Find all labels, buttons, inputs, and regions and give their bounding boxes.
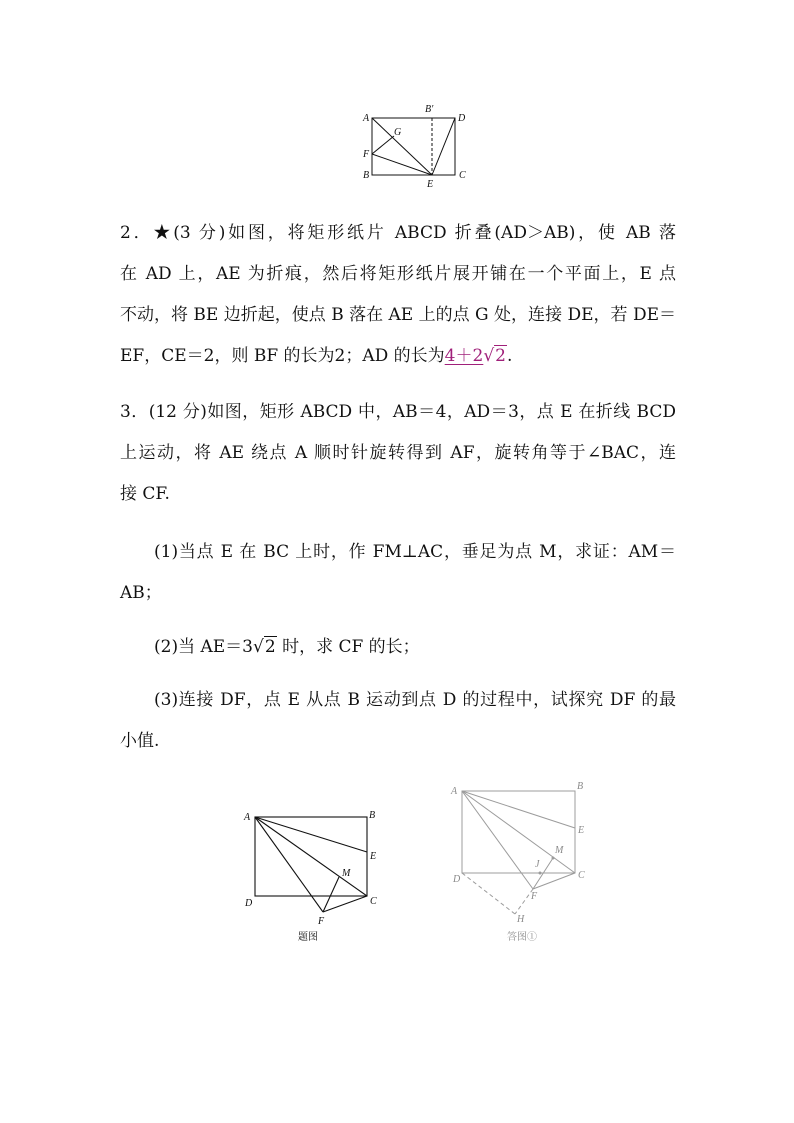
label-g: G bbox=[394, 127, 402, 138]
q3-p1-line-2: AB； bbox=[120, 583, 162, 603]
rect-abcd bbox=[372, 118, 455, 175]
q3-line-3: 接 CF. bbox=[120, 484, 170, 504]
line-ae bbox=[255, 817, 367, 852]
figure-answer bbox=[446, 776, 596, 946]
q3-p2-post: 时，求 CF 的长； bbox=[276, 637, 420, 657]
sqrt-sign: √2 bbox=[483, 346, 506, 366]
label-h: H bbox=[517, 914, 525, 925]
label-f: F bbox=[363, 149, 370, 160]
label-d: D bbox=[453, 874, 461, 885]
q2-line-2: 在 AD 上，AE 为折痕，然后将矩形纸片展开铺在一个平面上，E 点 bbox=[120, 264, 676, 284]
figure-question bbox=[238, 800, 388, 950]
q2-line-3: 不动，将 BE 边折起，使点 B 落在 AE 上的点 G 处，连接 DE，若 DE＝ bbox=[120, 305, 676, 325]
sqrt-sign: √2 bbox=[253, 637, 276, 657]
q3-p3-line-2: 小值. bbox=[120, 731, 160, 751]
line-ac bbox=[255, 817, 367, 896]
label-a: A bbox=[244, 812, 251, 823]
label-e: E bbox=[427, 179, 434, 190]
label-d: D bbox=[458, 113, 466, 124]
line-de bbox=[432, 118, 455, 175]
line-af bbox=[462, 791, 533, 889]
q3-part-3 bbox=[120, 680, 676, 762]
label-m: M bbox=[342, 868, 351, 879]
q2-line-4-text: EF，CE＝2，则 BF 的长为2；AD 的长为 bbox=[120, 346, 445, 366]
label-c: C bbox=[459, 170, 466, 181]
label-d: D bbox=[245, 898, 253, 909]
label-m: M bbox=[555, 845, 564, 856]
line-ac bbox=[462, 791, 575, 873]
label-j: J bbox=[535, 859, 540, 870]
q3-p1-line-1: (1)当点 E 在 BC 上时，作 FM⊥AC，垂足为点 M，求证：AM＝ bbox=[154, 542, 676, 562]
label-e: E bbox=[370, 851, 377, 862]
question-3 bbox=[120, 392, 676, 515]
line-fc bbox=[533, 873, 575, 889]
label-b: B bbox=[363, 170, 370, 181]
caption-question: 题图 bbox=[298, 932, 318, 943]
line-af bbox=[255, 817, 323, 912]
q2-answer-int: 4＋2 bbox=[444, 346, 484, 366]
line-fe bbox=[372, 154, 432, 175]
label-c: C bbox=[370, 896, 377, 907]
q3-p3-line-1: (3)连接 DF，点 E 从点 B 运动到点 D 的过程中，试探究 DF 的最 bbox=[154, 690, 676, 710]
label-c: C bbox=[578, 870, 585, 881]
label-b: B bbox=[577, 781, 584, 792]
q3-p2-line bbox=[120, 627, 676, 668]
label-a: A bbox=[451, 786, 458, 797]
q2-answer-radicand: 2 bbox=[495, 346, 506, 366]
q2-answer bbox=[445, 346, 507, 366]
line-dh bbox=[462, 873, 515, 914]
q3-p2-radicand: 2 bbox=[264, 637, 276, 657]
label-f: F bbox=[318, 916, 325, 927]
q3-line-2: 上运动，将 AE 绕点 A 顺时针旋转得到 AF，旋转角等于∠BAC，连 bbox=[120, 443, 676, 463]
q3-part-2 bbox=[120, 627, 676, 668]
q2-line-1: 2．★(3 分)如图，将矩形纸片 ABCD 折叠(AD＞AB)，使 AB 落 bbox=[120, 223, 676, 243]
label-b: B bbox=[369, 810, 376, 821]
q3-p2-pre: (2)当 AE＝3 bbox=[154, 637, 253, 657]
q2-line-4-end: . bbox=[506, 346, 513, 366]
q3-line-1: 3．(12 分)如图，矩形 ABCD 中，AB＝4，AD＝3，点 E 在折线 BCD bbox=[120, 402, 676, 422]
figure-top-fold bbox=[356, 98, 476, 190]
question-2 bbox=[120, 213, 676, 377]
q3-part-1 bbox=[120, 532, 676, 614]
line-fg bbox=[372, 136, 394, 154]
line-ae bbox=[462, 791, 575, 828]
label-b-prime: B′ bbox=[425, 104, 434, 115]
label-a: A bbox=[363, 113, 370, 124]
q2-line-4 bbox=[120, 336, 676, 377]
caption-answer: 答图① bbox=[507, 932, 537, 943]
label-e: E bbox=[578, 825, 585, 836]
label-f: F bbox=[531, 891, 538, 902]
